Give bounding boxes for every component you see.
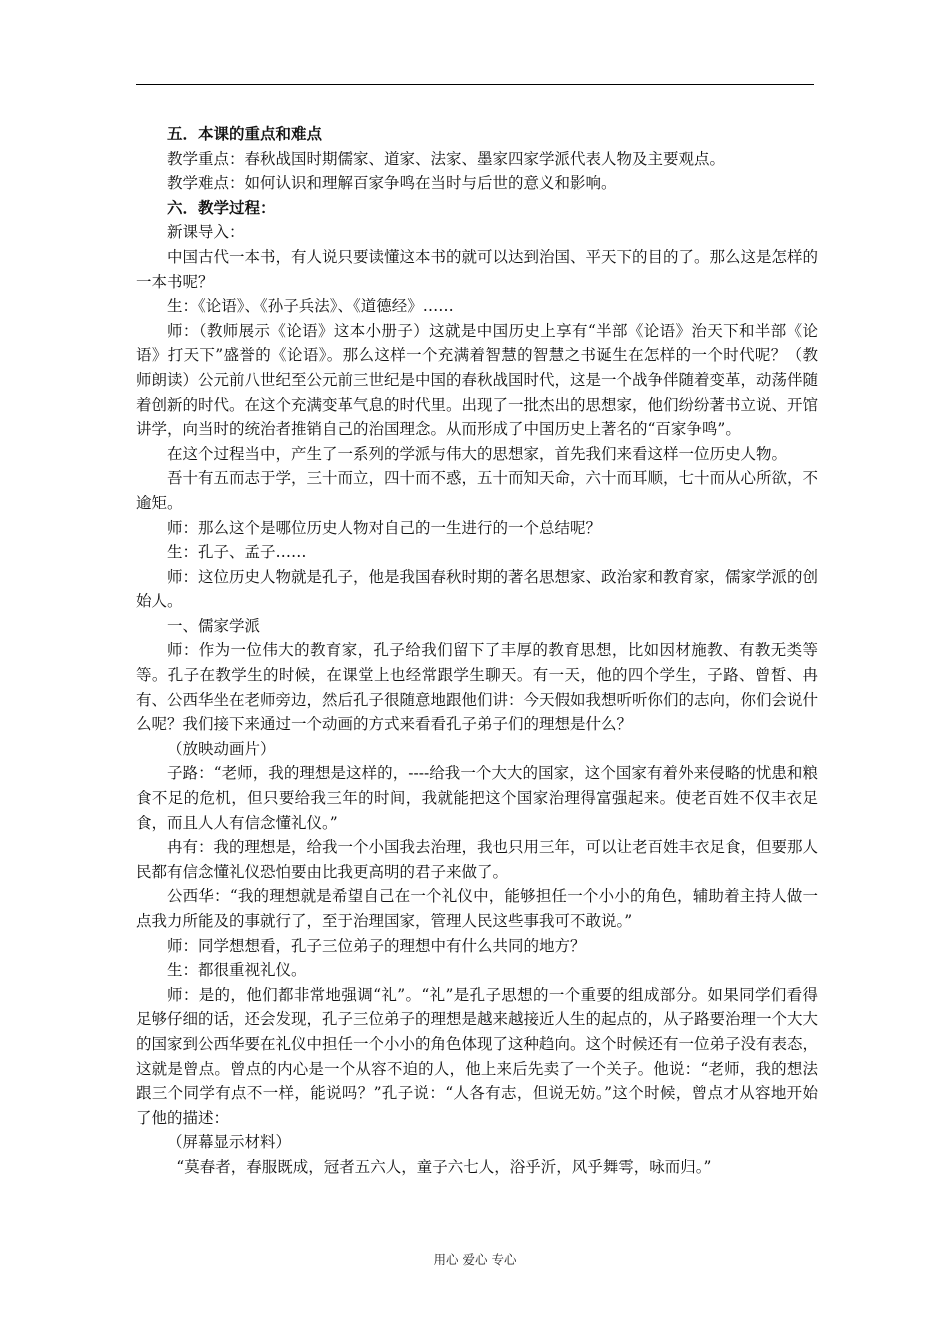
header-rule bbox=[136, 84, 814, 85]
paragraph: 吾十有五而志于学，三十而立，四十而不惑，五十而知天命，六十而耳顺，七十而从心所欲，不逾矩。 bbox=[136, 469, 819, 512]
paragraph: 师：这位历史人物就是孔子，他是我国春秋时期的著名思想家、政治家和教育家，儒家学派的创始人。 bbox=[136, 567, 819, 611]
section-5-title: 五．本课的重点和难点 bbox=[167, 124, 323, 143]
paragraph: 新课导入： bbox=[167, 223, 245, 242]
teaching-difficulty: 教学难点：如何认识和理解百家争鸣在当时与后世的意义和影响。 bbox=[167, 174, 617, 193]
paragraph: 师：（教师展示《论语》这本小册子）这就是中国历史上享有“半部《论语》治天下和半部《论语》打天下”盛誉的《论语》。那么这样一个充满着智慧的智慧之书诞生在怎样的一个时代呢？（教师朗读）公元前八世纪至公元前三世纪是中国的春秋战国时代，这是一个战争伴随着变革，动荡伴随着创新的时代。在这个充满变革气息的时代里。出现了一批杰出的思想家，他们纷纷著书立说、开馆讲学，向当时的统治者推销自己的治国理念。从而形成了中国历史上著名的“百家争鸣”。 bbox=[136, 321, 819, 439]
paragraph: 子路：“老师，我的理想是这样的，----给我一个大大的国家，这个国家有着外来侵略的忧患和粮食不足的危机，但只要给我三年的时间，我就能把这个国家治理得富强起来。使老百姓不仅丰衣足食，而且人人有信念懂礼仪。” bbox=[136, 764, 818, 832]
paragraph: 师：是的，他们都非常地强调“礼”。“礼”是孔子思想的一个重要的组成部分。如果同学们看得足够仔细的话，还会发现，孔子三位弟子的理想是越来越接近人生的起点的，从子路要治理一个大大的国家到公西华要在礼仪中担任一个小小的角色体现了这种趋向。这个时候还有一位弟子没有表态，这就是曾点。曾点的内心是一个从容不迫的人，他上来后先卖了一个关子。他说：“老师，我的想法跟三个同学有点不一样，能说吗？”孔子说：“人各有志，但说无妨。”这个时候，曾点才从容地开始了他的描述： bbox=[136, 985, 819, 1127]
quoted-material: “莫春者，春服既成，冠者五六人，童子六七人，浴乎沂，风乎舞雩，咏而归。” bbox=[176, 1157, 712, 1176]
paragraph: 生：《论语》、《孙子兵法》、《道德经》…… bbox=[167, 297, 454, 316]
paragraph: 冉有：我的理想是，给我一个小国我去治理，我也只用三年，可以让老百姓丰衣足食，但要那人民都有信念懂礼仪恐怕要由比我更高明的君子来做了。 bbox=[136, 838, 819, 881]
section-6-title: 六．教学过程： bbox=[167, 197, 276, 217]
paragraph: 师：那么这个是哪位历史人物对自己的一生进行的一个总结呢？ bbox=[167, 518, 602, 537]
paragraph: 中国古代一本书，有人说只要读懂这本书的就可以达到治国、平天下的目的了。那么这是怎样的一本书呢？ bbox=[136, 247, 819, 291]
subsection-title: 一、儒家学派 bbox=[167, 616, 261, 635]
paragraph: 公西华：“我的理想就是希望自己在一个礼仪中，能够担任一个小小的角色，辅助着主持人做一点我力所能及的事就行了，至于治理国家，管理人民这些事我可不敢说。” bbox=[136, 887, 818, 930]
paragraph: 在这个过程当中，产生了一系列的学派与伟大的思想家，首先我们来看这样一位历史人物。 bbox=[167, 444, 788, 463]
paragraph: （屏幕显示材料） bbox=[167, 1133, 292, 1152]
teaching-focus: 教学重点：春秋战国时期儒家、道家、法家、墨家四家学派代表人物及主要观点。 bbox=[167, 149, 726, 168]
paragraph: 师：作为一位伟大的教育家，孔子给我们留下了丰厚的教育思想，比如因材施教、有教无类等等。孔子在教学生的时候，在课堂上也经常跟学生聊天。有一天，他的四个学生，子路、曾皙、冉有、公西华坐在老师旁边，然后孔子很随意地跟他们讲：今天假如我想听听你们的志向，你们会说什么呢？我们接下来通过一个动画的方式来看看孔子弟子们的理想是什么？ bbox=[136, 641, 819, 734]
document-body bbox=[136, 122, 818, 1180]
paragraph: 师：同学想想看，孔子三位弟子的理想中有什么共同的地方？ bbox=[167, 936, 586, 955]
page-footer: 用心 爱心 专心 bbox=[433, 1252, 517, 1267]
paragraph: 生：都很重视礼仪。 bbox=[167, 961, 307, 980]
paragraph: 生：孔子、孟子…… bbox=[167, 543, 307, 562]
paragraph: （放映动画片） bbox=[167, 739, 276, 758]
